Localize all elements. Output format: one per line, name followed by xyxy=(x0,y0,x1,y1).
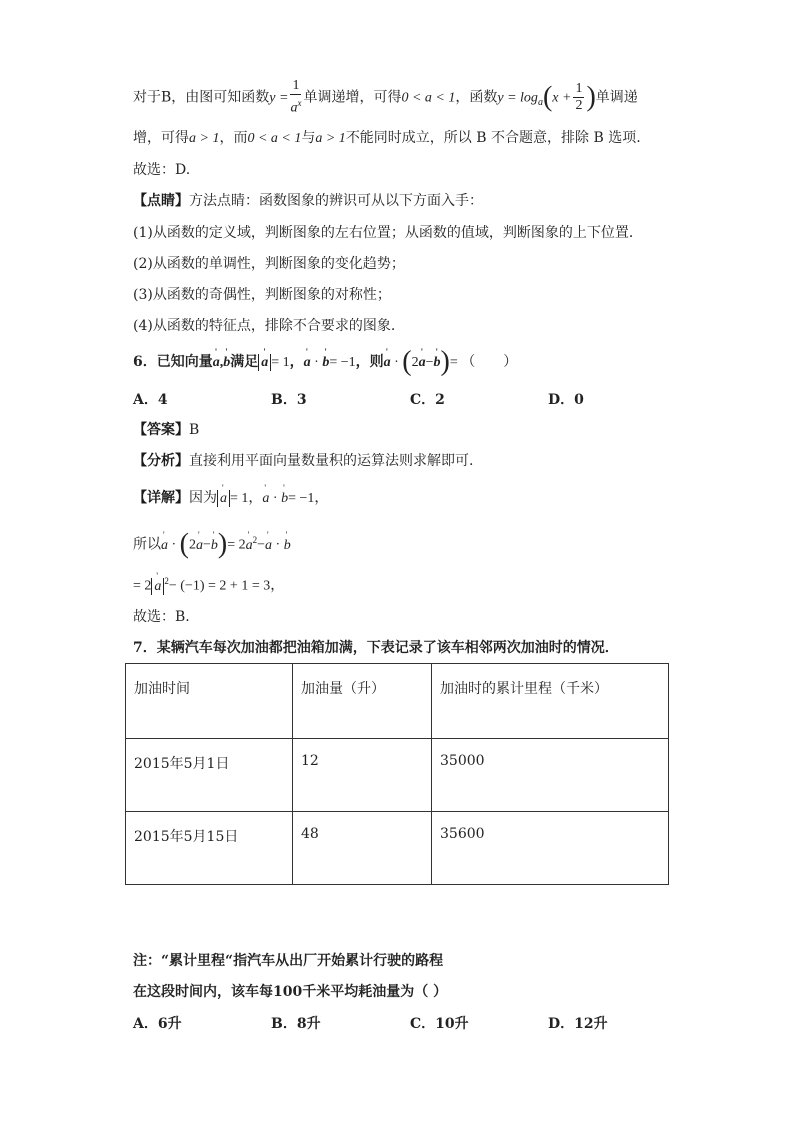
q6-option-c[interactable]: C．2 xyxy=(410,392,445,408)
q6-stem: 6．已知向量' a,' b满足' a = 1，' a · ' b= −1，则' a · (2' a−' b)= （ ） xyxy=(133,352,517,373)
q6-answer: 【答案】B xyxy=(133,422,200,438)
dianjing-item-1: (1)从函数的定义域，判断图象的左右位置；从函数的值域，判断图象的上下位置． xyxy=(133,225,643,241)
q7-option-d[interactable]: D．12升 xyxy=(548,1016,608,1032)
dianjing-heading: 【点睛】方法点睛：函数图象的辨识可从以下方面入手： xyxy=(133,193,483,209)
q6-option-b[interactable]: B．3 xyxy=(271,392,307,408)
func1-lhs: y = xyxy=(269,90,289,106)
func2-fraction: $\frac{1}{2}$ xyxy=(575,80,583,113)
q7-option-b[interactable]: B．8升 xyxy=(271,1016,321,1032)
dianjing-item-4: (4)从函数的特征点，排除不合要求的图象. xyxy=(133,318,396,334)
q7-option-a[interactable]: A．6升 xyxy=(133,1016,182,1032)
table-cell: 35600 xyxy=(432,812,669,885)
table-header: 加油量（升） xyxy=(293,664,432,739)
q6-option-d[interactable]: D．0 xyxy=(548,392,584,408)
q6-detail: 【详解】因为' a = 1，' a · ' b= −1， xyxy=(133,488,328,509)
q6-option-a[interactable]: A．4 xyxy=(133,392,168,408)
q6-options xyxy=(133,389,653,409)
q7-table xyxy=(125,663,669,885)
q6-step2: = 2' a $^2$− (−1) = 2 + 1 = 3， xyxy=(133,571,284,597)
table-row xyxy=(126,739,669,812)
table-header: 加油时间 xyxy=(126,664,293,739)
dianjing-item-3: (3)从函数的奇偶性，判断图象的对称性； xyxy=(133,287,391,303)
q6-choice: 故选：B. xyxy=(133,609,190,625)
para-b-line1: 对于B，由图可知函数y = $\frac{1}{a^x}$ 单调递增，可得0 < a < 1，函数$y = \log_a(x$ + $\frac{1}{2}$ )单调递 xyxy=(133,78,638,116)
table-header: 加油时的累计里程（千米） xyxy=(432,664,669,739)
table-row xyxy=(126,812,669,885)
table-cell: 2015年5月15日 xyxy=(126,812,293,885)
q6-step1: 所以' a · (2' a−' b)= 2' $a^2-'$ a · ' b xyxy=(133,530,291,556)
table-cell: 2015年5月1日 xyxy=(126,739,293,812)
q7-option-c[interactable]: C．10升 xyxy=(410,1016,469,1032)
table-header-row xyxy=(126,664,669,739)
q5-choice: 故选：D. xyxy=(133,162,191,178)
q7-question: 在这段时间内，该车每100千米平均耗油量为（ ） xyxy=(133,984,448,1000)
func1-fraction: $\frac{1}{a^x}$ xyxy=(290,78,302,116)
table-cell: 48 xyxy=(293,812,432,885)
q7-options xyxy=(133,1013,653,1033)
q7-note: 注：“累计里程“指汽车从出厂开始累计行驶的路程 xyxy=(133,953,444,969)
q6-analysis: 【分析】直接利用平面向量数量积的运算法则求解即可. xyxy=(133,453,474,469)
table-cell: 35000 xyxy=(432,739,669,812)
table-cell: 12 xyxy=(293,739,432,812)
dianjing-item-2: (2)从函数的单调性，判断图象的变化趋势； xyxy=(133,256,405,272)
para-b-line2: 增，可得a > 1，而0 < a < 1与a > 1不能同时成立，所以 B 不合题意，排除 B 选项. xyxy=(133,130,641,146)
q7-stem: 7．某辆汽车每次加油都把油箱加满，下表记录了该车相邻两次加油时的情况． xyxy=(133,640,619,656)
